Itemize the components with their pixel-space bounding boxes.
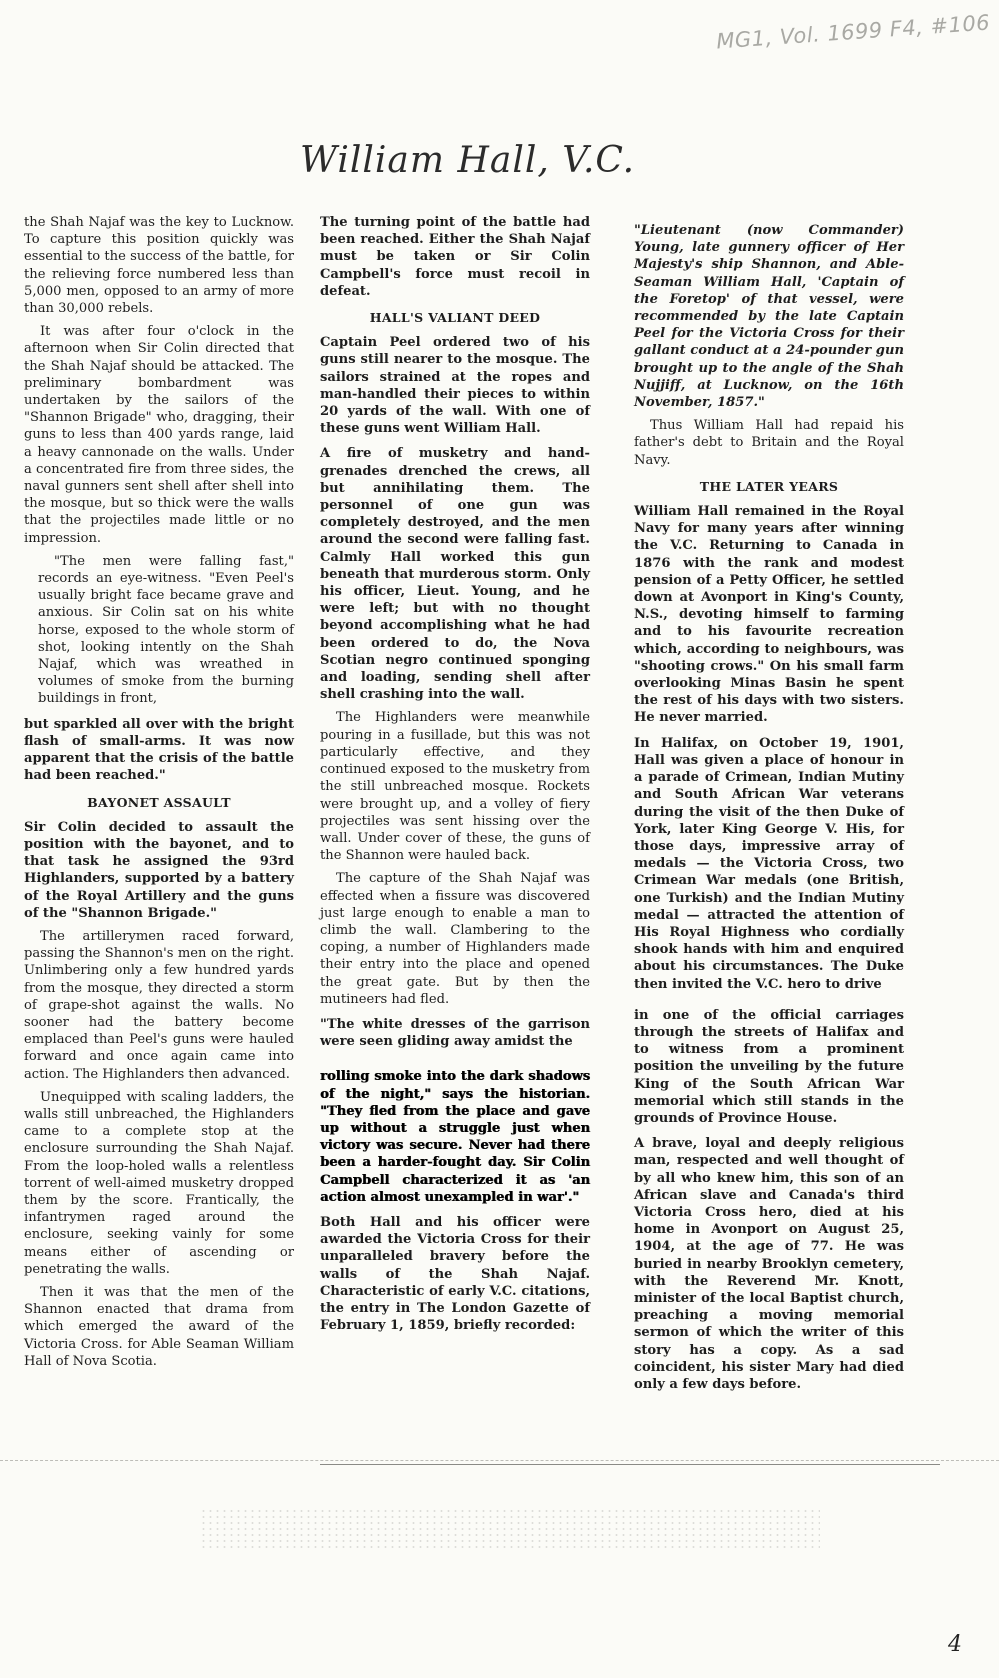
scan-noise xyxy=(200,1508,820,1550)
paragraph: Both Hall and his officer were awarded the Victoria Cross for their unparalleled bravery before the walls of the Shah Najaf. Characteristic of early V.C. citations, the entry in The London Gazette of February 1, 1859, briefly recorded: xyxy=(320,1214,590,1334)
section-heading-bayonet-assault: BAYONET ASSAULT xyxy=(87,794,231,810)
paragraph: the Shah Najaf was the key to Lucknow. To capture this position quickly was essential to the success of the battle, for the relieving force numbered less than 5,000 men, opposed to an army of more than 30,000 rebels. xyxy=(24,215,294,317)
paragraph: It was after four o'clock in the afternoon when Sir Colin directed that the Shah Najaf should be attacked. The preliminary bombardment was undertaken by the sailors of the "Shannon Brigade" who, dragging, their guns to less than 400 yards range, laid a heavy cannonade on the walls. Under a concentrated fire from three sides, the naval gunners sent shell after shell into the mosque, but so thick were the walls that the projectiles made little or no impression. xyxy=(24,324,294,546)
paragraph: The turning point of the battle had been reached. Either the Shah Najaf must be taken or Sir Colin Campbell's force must recoil in defeat. xyxy=(320,215,590,299)
quote-continuation: but sparkled all over with the bright flash of small-arms. It was now apparent that the crisis of the battle had been reached." xyxy=(24,716,294,784)
paragraph: The artillerymen raced forward, passing the Shannon's men on the right. Unlimbering only a few hundred yards from the mosque, they directed a storm of grape-shot against the walls. No sooner had the battery become emplaced than Peel's guns were hauled forward and once again came into action. The Highlanders then advanced. xyxy=(24,928,294,1082)
paragraph: Then it was that the men of the Shannon enacted that drama from which emerged the award of the Victoria Cross. for Able Seaman William Hall of Nova Scotia. xyxy=(24,1284,294,1369)
section-heading-the-later-years: THE LATER YEARS xyxy=(699,478,839,494)
paragraph: The capture of the Shah Najaf was effected when a fissure was discovered just large enough to enable a man to climb the wall. Clambering to the coping, a number of Highlanders made their entry into the place and opened the great gate. But by then the mutineers had fled. xyxy=(320,871,590,1007)
paragraph: The Highlanders were meanwhile pouring in a fusillade, but this was not particularly effective, and they continued exposed to the musketry from the still unbreached mosque. Rockets were brought up, and a volley of fiery projectiles was sent hissing over the wall. Under cover of these, the guns of the Shannon were hauled back. xyxy=(320,710,590,864)
paragraph: Unequipped with scaling ladders, the walls still unbreached, the Highlanders came to a complete stop at the enclosure surrounding the Shah Najaf. From the loop-holed walls a relentless torrent of well-aimed musketry dropped them by the score. Frantically, the infantrymen raged around the enclosure, seeking vainly for some means either of ascending or penetrating the walls. xyxy=(24,1089,294,1277)
dashed-divider xyxy=(0,1460,999,1461)
paragraph: Sir Colin decided to assault the position with the bayonet, and to that task he assigned the 93rd Highlanders, supported by a battery of the Royal Artillery and the guns of the "Shannon Brigade." xyxy=(24,819,294,921)
paragraph: William Hall remained in the Royal Navy for many years after winning the V.C. Returning to Canada in 1876 with the rank and modest pension of a Petty Officer, he settled down at Avonport in King's County, N.S., devoting himself to farming and to his favourite recreation which, according to neighbours, was "shooting crows." On his small farm overlooking Minas Basin he spent the rest of his days with two sisters. He never married. xyxy=(634,504,904,726)
paragraph: A fire of musketry and hand-grenades drenched the crews, all but annihilating them. The personnel of one gun was completely destroyed, and the men around the second were falling fast. Calmly Hall worked this gun beneath that murderous storm. Only his officer, Lieut. Young, and he were left; but with no thought beyond accomplishing what he had been ordered to do, the Nova Scotian negro continued sponging and loading, sending shell after shell crashing into the wall. xyxy=(320,446,590,703)
paragraph: Thus William Hall had repaid his father's debt to Britain and the Royal Navy. xyxy=(634,418,904,468)
article-column-2 xyxy=(320,214,590,1340)
paragraph: A brave, loyal and deeply religious man, respected and well thought of by all who knew him, this son of an African slave and Canada's third Victoria Cross hero, died at his home in Avonport on August 25, 1904, at the age of 77. He was buried in nearby Brooklyn cemetery, with the Reverend Mr. Knott, minister of the local Baptist church, preaching a moving memorial sermon of which the writer of this story has a copy. As a sad coincident, his sister Mary had died only a few days before. xyxy=(634,1136,904,1392)
archive-reference-note: MG1, Vol. 1699 F4, #106 xyxy=(715,10,991,54)
paragraph: In Halifax, on October 19, 1901, Hall was given a place of honour in a parade of Crimean, Indian Mutiny and South African War veterans during the visit of the then Duke of York, later King George V. His, for those days, impressive array of medals — the Victoria Cross, two Crimean War medals (one British, one Turkish) and the Indian Mutiny medal — attracted the attention of His Royal Highness who cordially shook hands with him and enquired about his circumstances. The Duke then invited the V.C. hero to drive xyxy=(634,735,904,992)
article-column-1 xyxy=(24,214,294,1376)
paragraph: in one of the official carriages through the streets of Halifax and to witness from a prominent position the unveiling by the future King of the South African War memorial which still stands in the grounds of Province House. xyxy=(634,1007,904,1126)
page-title: William Hall, V.C. xyxy=(300,140,636,181)
solid-divider xyxy=(320,1464,940,1465)
article-column-3 xyxy=(634,214,904,1399)
citation-quote: "Lieutenant (now Commander) Young, late gunnery officer of Her Majesty's ship Shannon, and Able-Seaman William Hall, 'Captain of the Foretop' of that vessel, were recommended by the late Captain Peel for the Victoria Cross for their gallant conduct at a 24-pounder gun brought up to the angle of the Shah Nujjiff, at Lucknow, on the 16th November, 1857." xyxy=(634,223,904,411)
smudged-paragraph: rolling smoke into the dark shadows of the night," says the historian. "They fled from the place and gave up without a struggle just when victory was secure. Never had there been a harder-fought day. Sir Colin Campbell characterized it as 'an action almost unexampled in war'." xyxy=(320,1069,590,1205)
paragraph: "The white dresses of the garrison were seen gliding away amidst the xyxy=(320,1016,590,1050)
paragraph: Captain Peel ordered two of his guns still nearer to the mosque. The sailors strained at the ropes and man-handled their pieces to within 20 yards of the wall. With one of these guns went William Hall. xyxy=(320,335,590,437)
page-number: 4 xyxy=(948,1632,962,1657)
quote-paragraph: "The men were falling fast," records an eye-witness. "Even Peel's usually bright face became grave and anxious. Sir Colin sat on his white horse, exposed to the whole storm of shot, looking intently on the Shah Najaf, which was wreathed in volumes of smoke from the burning buildings in front, xyxy=(38,553,294,707)
section-heading-halls-valiant-deed: HALL'S VALIANT DEED xyxy=(369,310,541,326)
